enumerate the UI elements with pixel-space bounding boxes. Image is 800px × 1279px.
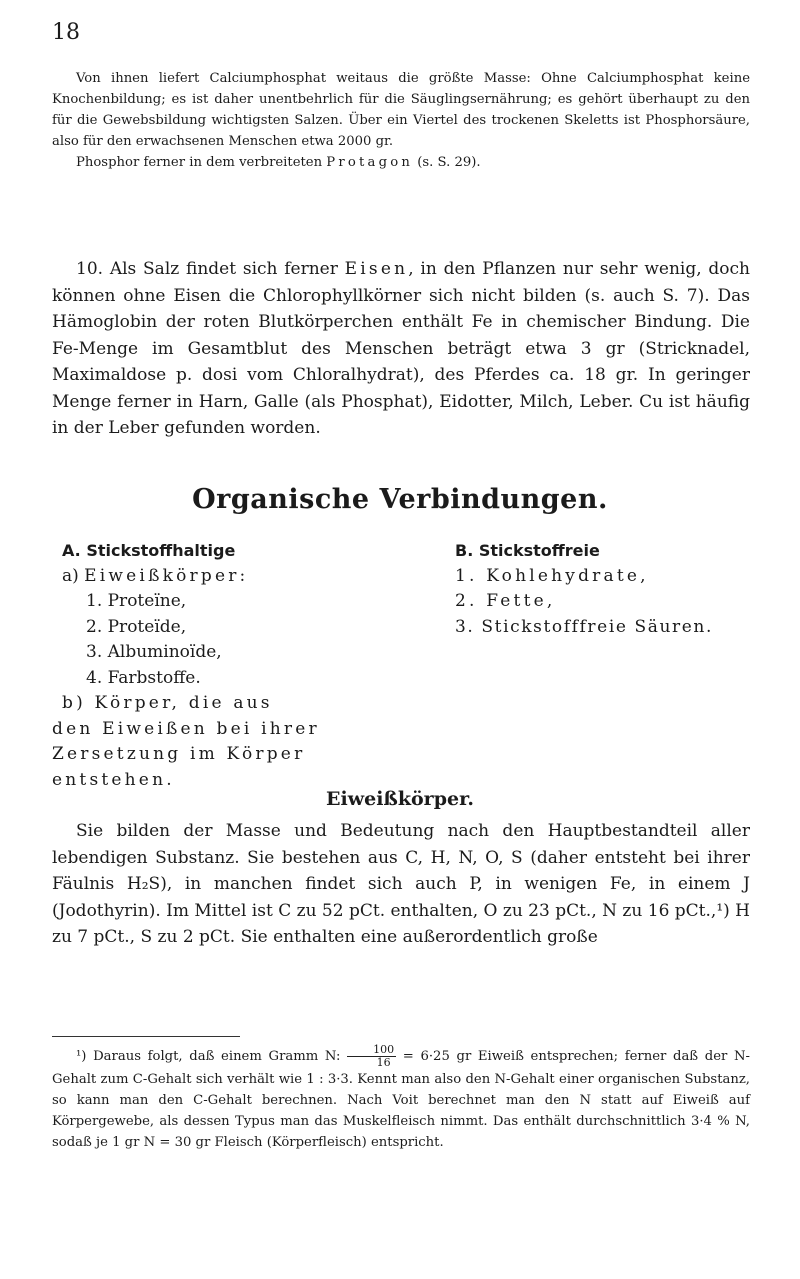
column-b-heading: B. Stickstoffreie	[455, 541, 600, 560]
list-item: 2. Fette,	[455, 591, 556, 611]
phosphor-suffix: (s. S. 29).	[413, 155, 481, 170]
footnote-prefix: ¹) Daraus folgt, daß einem Gramm N:	[76, 1049, 348, 1064]
list-item: 3. Stickstofffreie Säuren.	[455, 616, 713, 637]
section-heading: Organische Verbindungen.	[192, 484, 608, 515]
section-10-rest: , in den Pflanzen nur sehr wenig, doch können ohne Eisen die Chlorophyllkörner sich nicht bilden (s. auch S. 7). Das Hämoglobin der roten Blutkörperchen enthält Fe in chemischer Bindung. Die Fe-Menge im Gesamtblut des Menschen beträgt etwa 3 gr (Stricknadel, Maximaldose p. dosi vom Chloralhydrat), des Pferdes ca. 18 gr. In geringer Menge ferner in Harn, Galle (als Phosphat), Eidotter, Milch, Leber. Cu ist häufig in der Leber gefunden worden.	[52, 259, 750, 438]
column-a-heading: A. Stickstoffhaltige	[62, 541, 236, 560]
column-b	[455, 538, 775, 640]
intro-paragraph	[52, 68, 750, 173]
section-10-paragraph	[52, 256, 750, 442]
list-item: 3. Albuminoïde,	[86, 642, 222, 662]
footnote-rule	[52, 1036, 240, 1037]
subheading: Eiweißkörper.	[326, 788, 474, 810]
list-item: 1. Proteïne,	[86, 591, 187, 611]
fraction-numerator: 100	[347, 1044, 396, 1057]
group-b-line: entstehen.	[52, 769, 175, 790]
phosphor-prefix: Phosphor ferner in dem verbreiteten	[76, 155, 327, 170]
group-a-label	[62, 564, 482, 590]
page-number: 18	[52, 20, 80, 45]
list-item: 2. Proteïde,	[86, 616, 187, 637]
eiweiss-paragraph: Sie bilden der Masse und Bedeutung nach den Hauptbestandteil aller lebendigen Substanz. Sie bestehen aus C, H, N, O, S (daher entsteht bei ihrer Fäulnis H₂S), in manchen findet sich auch P, in wenigen Fe, in einem J (Jodothyrin). Im Mittel ist C zu 52 pCt. enthalten, O zu 23 pCt., N zu 16 pCt.,¹) H zu 7 pCt., S zu 2 pCt. Sie enthalten eine außerordentlich große	[52, 821, 750, 947]
footnote	[52, 1044, 750, 1153]
group-b-line: den Eiweißen bei ihrer	[52, 718, 320, 739]
list-item: 4. Farbstoffe.	[86, 667, 201, 688]
group-b-line: b) Körper, die aus	[62, 693, 273, 713]
group-b-line: Zersetzung im Körper	[52, 744, 306, 764]
column-a	[52, 538, 482, 793]
section-10-prefix: 10. Als Salz findet sich ferner	[76, 259, 345, 279]
list-item: 1. Kohlehydrate,	[455, 565, 649, 586]
fraction	[347, 1044, 396, 1069]
footnote-text	[52, 1044, 750, 1153]
fraction-denominator: 16	[376, 1056, 391, 1069]
group-a-prefix: a)	[62, 565, 85, 586]
group-a-title: Eiweißkörper:	[84, 565, 249, 586]
protagon-term: Protagon	[326, 155, 414, 170]
phosphor-line	[52, 152, 750, 173]
intro-text: Von ihnen liefert Calciumphosphat weitaus die größte Masse: Ohne Calciumphosphat keine Knochenbildung; es ist daher unentbehrlich für die Säuglingsernährung; es gehört überhaupt zu den für die Gewebsbildung wichtigsten Salzen. Über ein Viertel des trockenen Skeletts ist Phosphorsäure, also für den erwachsenen Menschen etwa 2000 gr.	[52, 71, 750, 149]
footnote-suffix: = 6·25 gr Eiweiß entsprechen; ferner daß der N-Gehalt zum C-Gehalt sich verhält wie 1 : 3·3. Kennt man also den N-Gehalt einer organischen Substanz, so kann man den C-Gehalt berechnen. Nach Voit berechnet man den N statt auf Eiweiß auf Körpergewebe, als dessen Typus man das Muskelfleisch nimmt. Das enthält durchschnittlich 3·4 % N, sodaß je 1 gr N = 30 gr Fleisch (Körperfleisch) entspricht.	[52, 1049, 750, 1150]
eisen-term: Eisen	[344, 259, 409, 279]
